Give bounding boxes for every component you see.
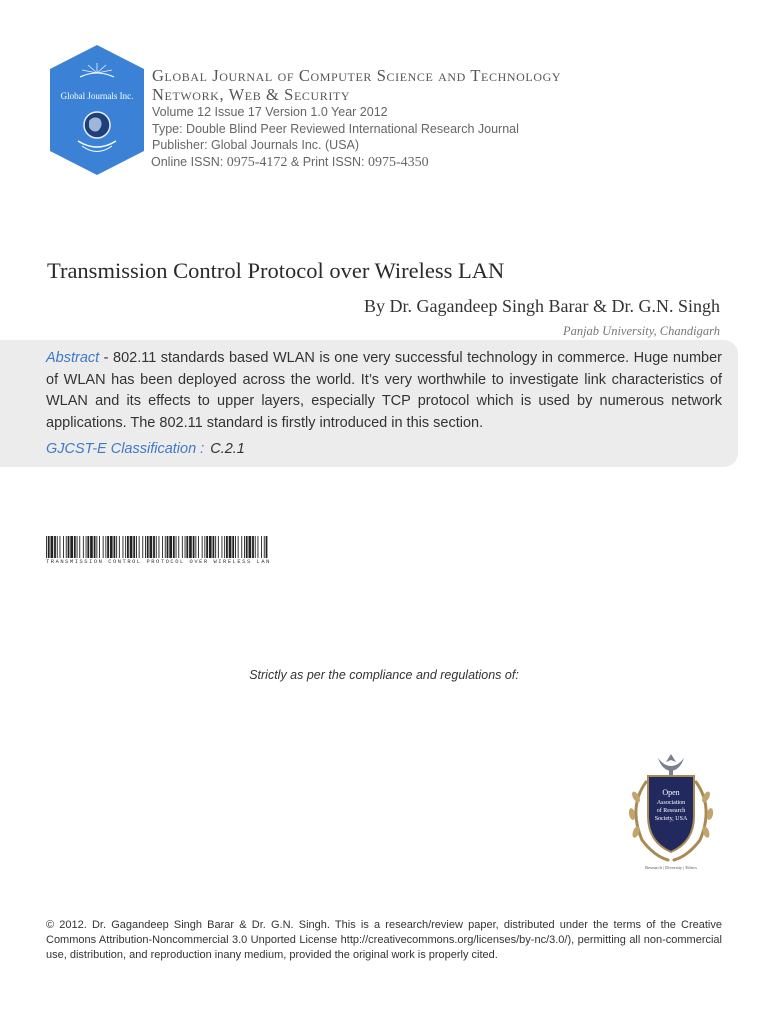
classification-label: GJCST-E Classification : bbox=[46, 441, 205, 457]
paper-affiliation: Panjab University, Chandigarh bbox=[562, 324, 720, 338]
seal-line4: Society, USA bbox=[654, 816, 688, 822]
journal-type: Type: Double Blind Peer Reviewed International Research Journal bbox=[152, 121, 519, 136]
paper-title: Transmission Control Protocol over Wireless LAN bbox=[47, 258, 505, 283]
journal-title-line2: Network, Web & Security bbox=[152, 85, 351, 104]
paper-authors: By Dr. Gagandeep Singh Barar & Dr. G.N. Singh bbox=[364, 296, 720, 316]
issn-print-number: 0975-4350 bbox=[368, 154, 429, 170]
abstract bbox=[46, 348, 722, 434]
barcode bbox=[46, 536, 268, 558]
seal-line2: Association bbox=[656, 800, 686, 806]
journal-publisher: Publisher: Global Journals Inc. (USA) bbox=[152, 138, 360, 152]
journal-title-line1: Global Journal of Computer Science and Technology bbox=[152, 66, 562, 85]
global-journals-logo bbox=[48, 45, 146, 175]
oars-seal-logo bbox=[620, 752, 722, 872]
compliance-note: Strictly as per the compliance and regulations of: bbox=[249, 668, 519, 682]
abstract-separator: - bbox=[99, 350, 114, 366]
abstract-body: 802.11 standards based WLAN is one very successful technology in commerce. Huge number of WLAN has been deployed across the world. It’s very worthwhile to investigate link characteristics of WLAN and its effects to upper layers, especially TCP protocol which is used by numerous network applications. The 802.11 standard is firstly introduced in this section. bbox=[46, 350, 723, 431]
journal-issn bbox=[151, 154, 752, 171]
issn-print-label: & Print ISSN: bbox=[287, 154, 368, 169]
issn-online-label: Online ISSN: bbox=[151, 154, 227, 169]
classification bbox=[46, 441, 245, 457]
seal-line3: of Research bbox=[656, 808, 686, 814]
logo-text: Global Journals Inc. bbox=[60, 91, 134, 101]
journal-header bbox=[152, 66, 752, 171]
seal-line1: Open bbox=[662, 788, 680, 797]
issn-online-number: 0975-4172 bbox=[226, 154, 288, 170]
license-footer: © 2012. Dr. Gagandeep Singh Barar & Dr. G.N. Singh. This is a research/review paper, distributed under the terms of the Creative Commons Attribution-Noncommercial 3.0 Unported License http://creativecommons.org/licenses/by-nc/3.0/), permitting all non-commercial use, distribution, and reproduction inany medium, provided the original work is properly cited. bbox=[46, 919, 722, 961]
barcode-text: TRANSMISSION CONTROL PROTOCOL OVER WIRELESS LAN bbox=[46, 559, 271, 565]
journal-volume: Volume 12 Issue 17 Version 1.0 Year 2012 bbox=[152, 105, 388, 119]
abstract-label: Abstract bbox=[46, 350, 100, 366]
classification-value: C.2.1 bbox=[210, 441, 245, 457]
seal-motto: Research | Diversity | Ethics bbox=[645, 865, 697, 870]
